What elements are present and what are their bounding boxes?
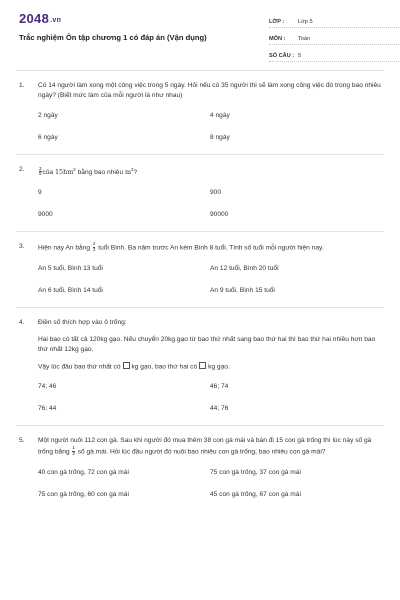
question-4	[16, 318, 384, 415]
divider	[16, 307, 384, 308]
question-text-part: kg gạo, bao thứ hai có	[131, 363, 198, 371]
answer-option[interactable]: 75 con gà trống, 60 con gà mái	[38, 490, 129, 498]
logo-sub: .vn	[50, 17, 62, 24]
answer-option[interactable]: 45 con gà trống, 67 con gà mái	[210, 490, 301, 498]
fraction	[39, 167, 42, 177]
question-text	[38, 436, 384, 458]
exponent: 2	[73, 167, 76, 172]
fraction-denominator: 5	[39, 171, 42, 177]
logo-main: 2048	[19, 11, 50, 26]
divider	[16, 231, 384, 232]
question-text-part: bằng bao nhiêu	[75, 169, 125, 177]
fraction-numerator: 1	[72, 445, 75, 451]
fraction-denominator: 3	[92, 246, 96, 252]
question-3	[16, 242, 384, 296]
question-number: 2.	[19, 166, 25, 173]
question-text-part: kg gạo.	[208, 363, 230, 371]
answer-option[interactable]: 8 ngày	[210, 134, 230, 141]
meta-value: Toán	[298, 36, 311, 42]
question-1	[16, 81, 384, 143]
answer-option[interactable]: 9	[38, 189, 42, 197]
fraction-numerator: 2	[92, 241, 96, 247]
divider	[16, 425, 384, 426]
answer-option[interactable]: An 6 tuổi, Bình 14 tuổi	[38, 286, 103, 294]
site-logo[interactable]	[19, 11, 61, 26]
answer-blank-box[interactable]	[123, 362, 130, 369]
answer-option[interactable]: An 12 tuổi, Bình 20 tuổi	[210, 264, 279, 272]
math-expression: 15hm	[54, 168, 74, 177]
answer-options	[38, 111, 384, 143]
question-number: 1.	[19, 82, 25, 89]
fraction-numerator: 3	[39, 165, 42, 171]
question-text	[38, 242, 384, 254]
answer-option[interactable]: 900	[210, 189, 222, 197]
question-number: 3.	[19, 243, 25, 251]
question-text: Có 14 người làm xong một công việc trong 5 ngày. Hỏi nếu có 35 người thì sẽ làm xong công việc đó trong bao nhiêu ngày? (Biết mức làm của mỗi người là như nhau)	[38, 82, 381, 99]
worksheet-header	[16, 0, 384, 71]
question-5	[16, 436, 384, 500]
exponent: 2	[131, 167, 134, 172]
meta-label: MÔN :	[269, 36, 286, 42]
question-2	[16, 165, 384, 220]
answer-options	[38, 188, 384, 220]
answer-option[interactable]: 76; 44	[38, 405, 57, 413]
question-text-part: tuổi Bình. Ba năm trước An kém Bình 8 tuổi. Tính số tuổi mỗi người hiện nay.	[96, 244, 324, 252]
math-expression: m	[124, 168, 132, 177]
question-text-part: Một người nuôi 112 con gà. Sau khi người đó mua thêm 38 con gà mái và bán đi 15 con gà trống thì lúc này số gà trống bằng	[38, 437, 372, 456]
question-text-part: số gà mái. Hỏi lúc đầu người đó nuôi bao nhiêu con gà trống, bao nhiêu con gà mái?	[75, 448, 326, 456]
answer-option[interactable]: 46; 74	[210, 383, 229, 391]
answer-options	[38, 264, 384, 296]
fraction-denominator: 2	[72, 450, 75, 456]
divider	[16, 154, 384, 155]
meta-label: SỐ CÂU :	[269, 53, 295, 59]
question-text-part: của	[42, 169, 55, 177]
question-number: 5.	[19, 437, 25, 445]
answer-option[interactable]: 74; 46	[38, 383, 57, 391]
question-text	[38, 165, 384, 178]
answer-options	[38, 468, 384, 500]
answer-option[interactable]: 4 ngày	[210, 112, 230, 119]
answer-option[interactable]: 40 con gà trống, 72 con gà mái	[38, 468, 129, 476]
meta-label: LỚP :	[269, 19, 285, 25]
question-text-part: Vậy lúc đầu bao thứ nhất có	[38, 363, 121, 371]
question-list	[16, 71, 384, 500]
question-text-part: ?	[133, 169, 138, 177]
answer-options	[38, 382, 384, 414]
meta-table	[269, 13, 399, 62]
question-text-part: Hiện nay An bằng	[38, 244, 92, 252]
question-paragraph: Hai bao có tất cả 120kg gạo. Nếu chuyển 20kg gạo từ bao thứ nhất sang bao thứ hai thì bao thứ hai nhiều hơn bao thứ nhất 12kg gạo.	[38, 335, 376, 353]
page-title: Trắc nghiệm Ôn tập chương 1 có đáp án (Vận dụng)	[19, 33, 207, 42]
fill-in-line	[38, 362, 384, 373]
answer-option[interactable]: 2 ngày	[38, 112, 58, 119]
answer-option[interactable]: 9000	[38, 211, 53, 219]
answer-blank-box[interactable]	[199, 362, 206, 369]
meta-row-class	[269, 13, 399, 28]
meta-value: 5	[298, 53, 302, 59]
answer-option[interactable]: 75 con gà trống, 37 con gà mái	[210, 468, 301, 476]
answer-option[interactable]: 44; 76	[210, 405, 229, 413]
answer-option[interactable]: An 5 tuổi, Bình 13 tuổi	[38, 264, 103, 272]
meta-value: Lớp 5	[298, 19, 313, 25]
question-number: 4.	[19, 318, 25, 326]
meta-row-subject	[269, 30, 399, 45]
answer-option[interactable]: An 9 tuổi, Bình 15 tuổi	[210, 286, 275, 294]
answer-option[interactable]: 90000	[210, 211, 229, 219]
question-text: Điền số thích hợp vào ô trống:	[38, 318, 127, 326]
answer-option[interactable]: 6 ngày	[38, 134, 58, 141]
meta-row-count	[269, 47, 399, 62]
fraction	[72, 446, 75, 456]
